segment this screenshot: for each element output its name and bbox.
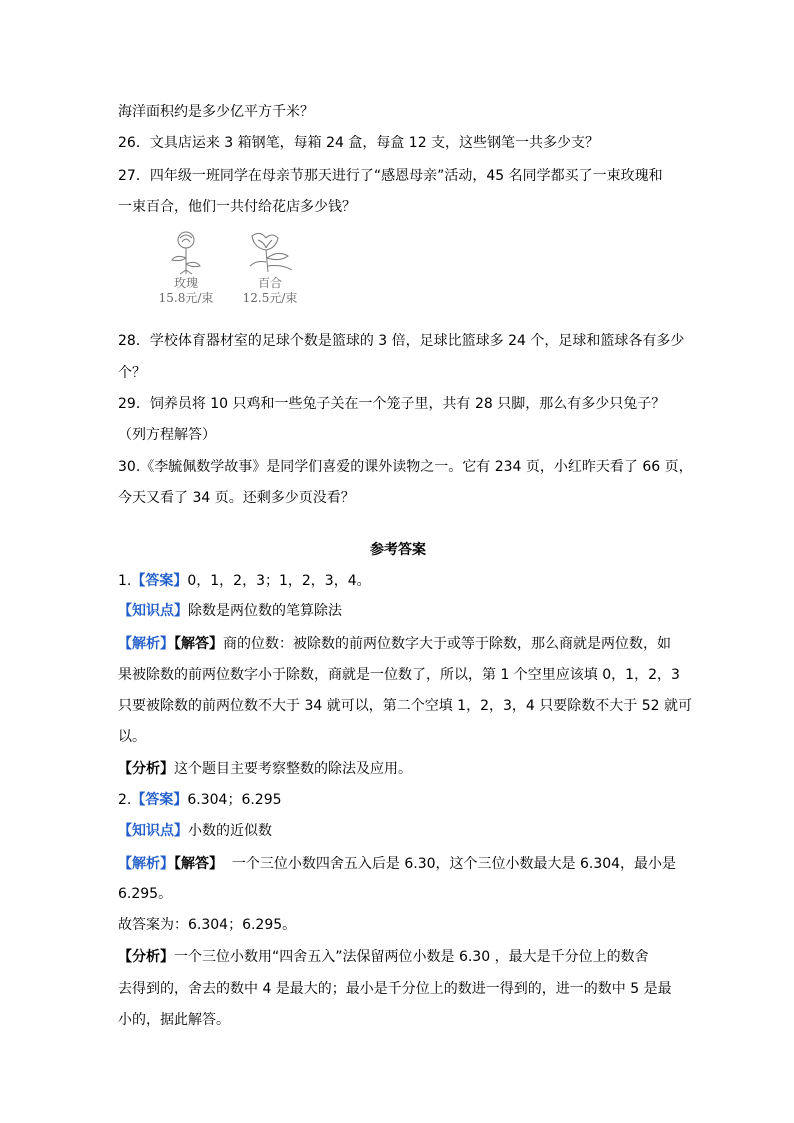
answer-2-knowledge-line [118, 821, 272, 841]
answer-1-parse-line1 [118, 634, 671, 654]
answer-2-analysis-line3: 小的，据此解答。 [118, 1012, 230, 1028]
answer-1-knowledge-line [118, 601, 342, 621]
parse-tag: 【解析】 [118, 636, 174, 652]
answer-1-parse-text1: 商的位数：被除数的前两位数字大于或等于除数，那么商就是两位数，如 [223, 636, 671, 652]
answer-2-parse-line2: 6.295。 [118, 886, 173, 902]
answers-title: 参考答案 [370, 542, 426, 558]
rose-name: 玫瑰 [173, 276, 198, 290]
rose-price: 15.8元/束 [158, 291, 214, 305]
answer-1-knowledge: 除数是两位数的笔算除法 [188, 603, 342, 619]
question-27-line2: 一束百合，他们一共付给花店多少钱？ [118, 199, 356, 215]
question-30-line1: 30.《李毓佩数学故事》是同学们喜爱的课外读物之一。它有 234 页，小红昨天看了 66 页， [118, 459, 693, 475]
solve-tag: 【解答】 [174, 636, 223, 652]
answer-2-value: 6.304；6.295 [187, 792, 282, 808]
rose-icon [164, 228, 208, 276]
question-29-line1: 29．饲养员将 10 只鸡和一些兔子关在一个笼子里，共有 28 只脚，那么有多少只兔子？ [118, 396, 666, 412]
answer-1-value: 0，1，2，3；1，2，3，4。 [187, 573, 371, 589]
answer-1-parse-line3: 只要被除数的前两位数不大于 34 就可以，第二个空填 1，2，3，4 只要除数不大于 52 就可 [118, 698, 692, 714]
lily-icon [242, 228, 298, 276]
answer-2-analysis-line2: 去得到的，舍去的数中 4 是最大的；最小是千分位上的数进一得到的，进一的数中 5 是最 [118, 981, 672, 997]
question-29-line2: （列方程解答） [118, 427, 216, 443]
answer-2-parse-text1: 一个三位小数四舍五入后是 6.30，这个三位小数最大是 6.304，最小是 [223, 856, 677, 872]
answer-2-analysis-text1: 一个三位小数用“四舍五入”法保留两位小数是 6.30 ，最大是千分位上的数舍 [174, 949, 649, 965]
answer-2-number: 2. [118, 792, 132, 808]
knowledge-tag: 【知识点】 [118, 603, 188, 619]
solve-tag: 【解答】 [174, 856, 223, 872]
question-28-line1: 28．学校体育器材室的足球个数是篮球的 3 倍，足球比篮球多 24 个，足球和篮球各有多少 [118, 333, 685, 349]
analysis-tag: 【分析】 [118, 949, 174, 965]
lily-price: 12.5元/束 [242, 291, 298, 305]
question-27-line1: 27．四年级一班同学在母亲节那天进行了“感恩母亲”活动，45 名同学都买了一束玫瑰和 [118, 168, 663, 184]
answer-2-line [118, 790, 282, 810]
analysis-tag: 【分析】 [118, 761, 174, 777]
answer-1-analysis: 这个题目主要考察整数的除法及应用。 [174, 761, 412, 777]
answer-1-line [118, 571, 371, 591]
answer-2-analysis-line1 [118, 947, 649, 967]
q25-tail-text: 海洋面积约是多少亿平方千米？ [118, 104, 314, 120]
rose-figure [146, 228, 226, 306]
answer-tag: 【答案】 [131, 792, 188, 808]
question-28-line2: 个？ [118, 365, 146, 381]
lily-name: 百合 [257, 276, 282, 290]
answer-1-parse-line2: 果被除数的前两位数字小于除数，商就是一位数了，所以，第 1 个空里应该填 0，1，2，3 [118, 667, 680, 683]
question-26: 26．文具店运来 3 箱钢笔，每箱 24 盒，每盒 12 支，这些钢笔一共多少支？ [118, 135, 600, 151]
answer-1-parse-line4: 以。 [118, 729, 146, 745]
answer-1-number: 1. [118, 573, 132, 589]
answer-2-parse-line1 [118, 854, 676, 874]
parse-tag: 【解析】 [118, 856, 174, 872]
answer-2-knowledge: 小数的近似数 [188, 823, 272, 839]
answer-2-final-line: 故答案为：6.304；6.295。 [118, 917, 297, 933]
lily-figure [230, 228, 310, 306]
question-30-line2: 今天又看了 34 页。还剩多少页没看？ [118, 490, 355, 506]
answer-1-analysis-line [118, 759, 412, 779]
knowledge-tag: 【知识点】 [118, 823, 188, 839]
answer-tag: 【答案】 [131, 573, 188, 589]
